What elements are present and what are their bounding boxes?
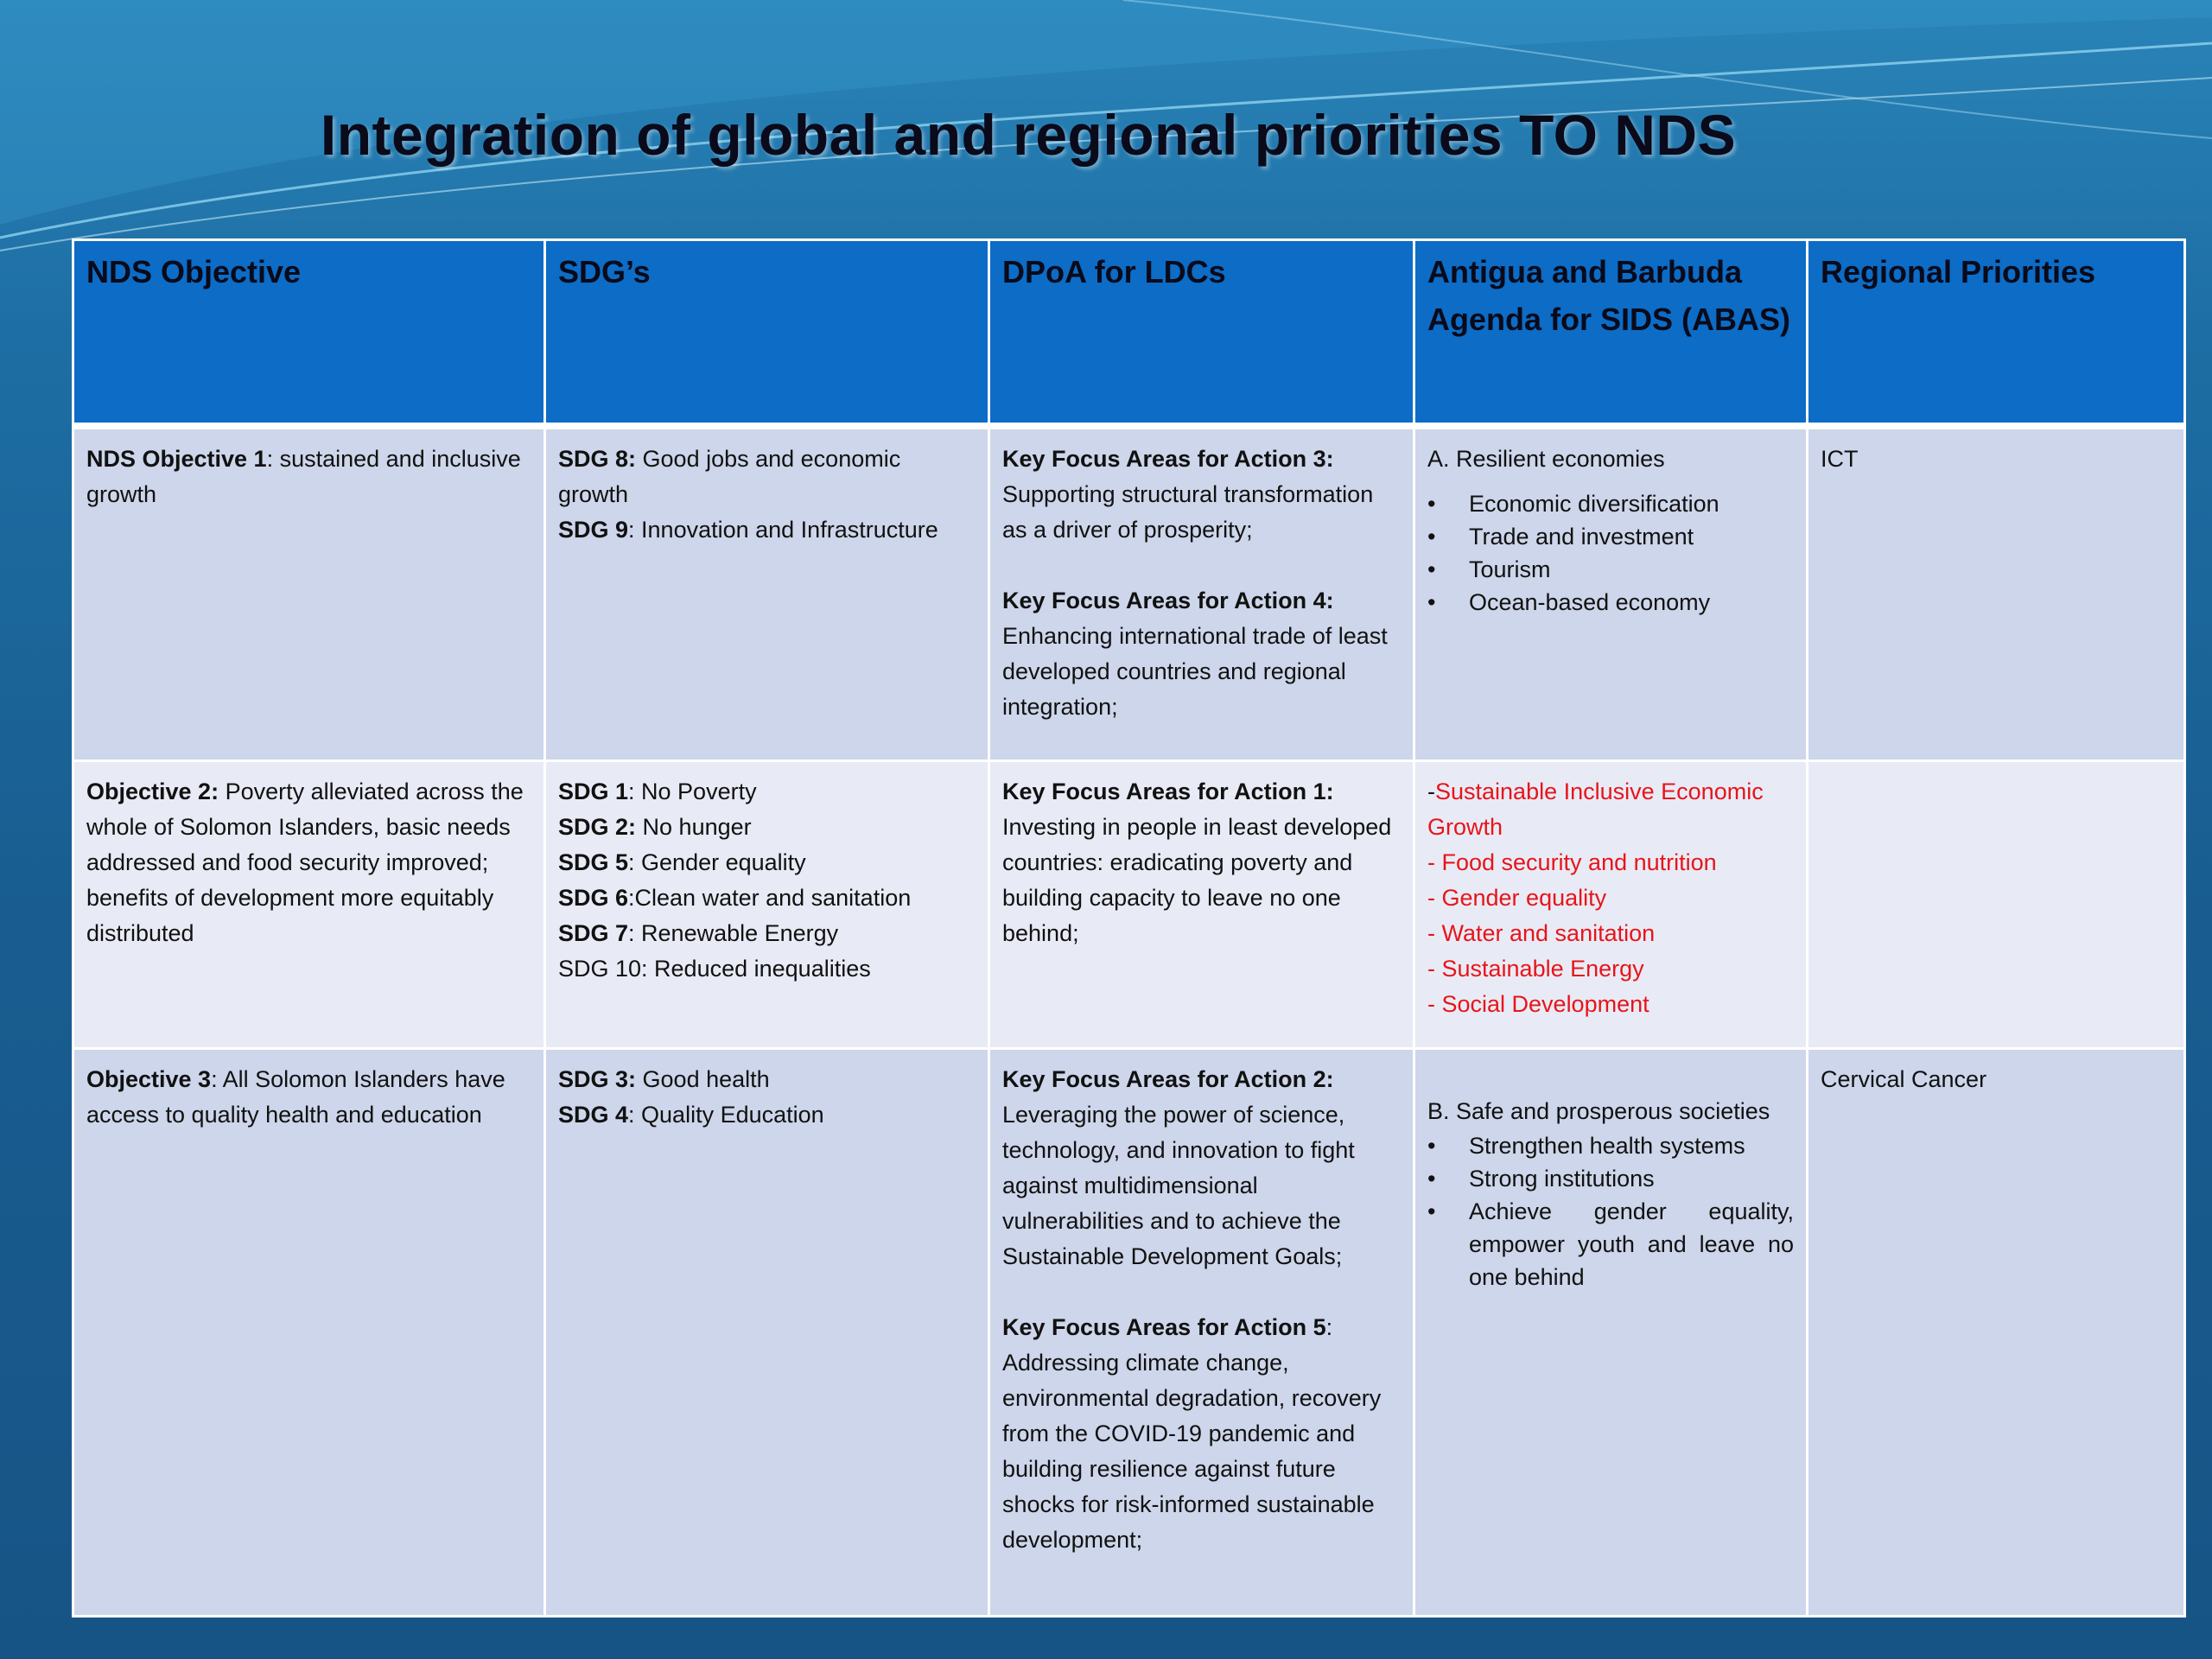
list-item: • Economic diversification: [1427, 487, 1794, 520]
list-item: • Tourism: [1427, 553, 1794, 586]
sdg-item: SDG 1: No Poverty: [558, 779, 757, 804]
header-nds-objective: NDS Objective: [73, 240, 545, 427]
focus-area-text: Addressing climate change, environmental degradation, recovery from the COVID-19 pandemic and building resilience against future shocks for risk-informed sustainable development;: [1002, 1350, 1382, 1553]
page-title: Integration of global and regional priorities TO NDS: [320, 103, 1737, 167]
sdg-item: SDG 3: Good health: [558, 1066, 770, 1092]
objective-text: : sustained and inclusive growth: [86, 446, 521, 507]
sdg-item: SDG 6:Clean water and sanitation: [558, 885, 912, 911]
focus-area-title: Key Focus Areas for Action 5: [1002, 1314, 1326, 1340]
objective-label: NDS Objective 1: [86, 446, 267, 472]
cell-regional: Cervical Cancer: [1808, 1049, 2185, 1617]
focus-area-text: Supporting structural transformation as a driver of prosperity;: [1002, 481, 1374, 543]
header-dpoa: DPoA for LDCs: [989, 240, 1414, 427]
priorities-table: [72, 238, 2186, 1618]
cell-nds-objective: [73, 761, 545, 1049]
cell-sdgs: [545, 426, 989, 761]
list-item: • Strengthen health systems: [1427, 1129, 1794, 1162]
abas-item: -Sustainable Inclusive Economic Growth: [1427, 779, 1764, 840]
abas-item: - Water and sanitation: [1427, 920, 1656, 946]
cell-abas: [1414, 1049, 1808, 1617]
focus-area-title: Key Focus Areas for Action 1:: [1002, 779, 1334, 804]
table-row: [73, 761, 2185, 1049]
cell-dpoa: [989, 761, 1414, 1049]
cell-sdgs: [545, 761, 989, 1049]
cell-abas: [1414, 426, 1808, 761]
list-item: • Strong institutions: [1427, 1162, 1794, 1195]
abas-item: - Food security and nutrition: [1427, 849, 1717, 875]
focus-area-text: Investing in people in least developed countries: eradicating poverty and building capacity to leave no one behind;: [1002, 814, 1392, 946]
cell-abas: [1414, 761, 1808, 1049]
cell-regional: [1808, 761, 2185, 1049]
cell-nds-objective: [73, 426, 545, 761]
sdg-item: SDG 4: Quality Education: [558, 1102, 824, 1128]
cell-regional: ICT: [1808, 426, 2185, 761]
header-regional: Regional Priorities: [1808, 240, 2185, 427]
abas-heading: B. Safe and prosperous societies: [1427, 1098, 1770, 1124]
abas-bullet-list: [1427, 1129, 1794, 1294]
cell-nds-objective: [73, 1049, 545, 1617]
sdg-item: SDG 9: Innovation and Infrastructure: [558, 517, 938, 543]
cell-dpoa: Key Focus Areas for Action 2: Leveraging the power of science, technology, and innovation to fight against multidimensional vulnerabilities and to achieve the Sustainable Development Goals; Key Focus Areas for Action 5: Addressing climate change, environmental degradation, recovery from the COVID-19 pandemic and building resilience against future shocks for risk-informed sustainable development;: [989, 1049, 1414, 1617]
sdg-item: SDG 8: Good jobs and economic growth: [558, 446, 901, 507]
cell-sdgs: [545, 1049, 989, 1617]
abas-item: - Gender equality: [1427, 885, 1607, 911]
cell-dpoa: [989, 426, 1414, 761]
sdg-item: SDG 7: Renewable Energy: [558, 920, 839, 946]
list-item: • Achieve gender equality, empower youth and leave no one behind: [1427, 1195, 1794, 1294]
abas-item: - Social Development: [1427, 991, 1649, 1017]
sdg-item: SDG 10: Reduced inequalities: [558, 956, 871, 982]
focus-area-title: Key Focus Areas for Action 4:: [1002, 588, 1334, 613]
objective-label: Objective 2:: [86, 779, 219, 804]
sdg-item: SDG 2: No hunger: [558, 814, 752, 840]
abas-heading: A. Resilient economies: [1427, 446, 1665, 472]
focus-area-title: Key Focus Areas for Action 3:: [1002, 446, 1334, 472]
header-sdgs: SDG’s: [545, 240, 989, 427]
sdg-item: SDG 5: Gender equality: [558, 849, 806, 875]
table-row: [73, 1049, 2185, 1617]
objective-text: : All Solomon Islanders have access to quality health and education: [86, 1066, 505, 1128]
list-item: • Trade and investment: [1427, 520, 1794, 553]
header-row: [73, 240, 2185, 427]
focus-area-title: Key Focus Areas for Action 2:: [1002, 1066, 1334, 1092]
list-item: • Ocean-based economy: [1427, 586, 1794, 619]
abas-bullet-list: [1427, 487, 1794, 619]
focus-area-text: Leveraging the power of science, technology, and innovation to fight against multidimensional vulnerabilities and to achieve the Sustainable Development Goals;: [1002, 1102, 1355, 1269]
header-abas: Antigua and Barbuda Agenda for SIDS (ABAS): [1414, 240, 1808, 427]
table-row: [73, 426, 2185, 761]
focus-area-text: Enhancing international trade of least developed countries and regional integration;: [1002, 623, 1388, 720]
objective-text: Poverty alleviated across the whole of Solomon Islanders, basic needs addressed and food security improved; benefits of development more equitably distributed: [86, 779, 524, 946]
abas-item: - Sustainable Energy: [1427, 956, 1644, 982]
objective-label: Objective 3: [86, 1066, 212, 1092]
